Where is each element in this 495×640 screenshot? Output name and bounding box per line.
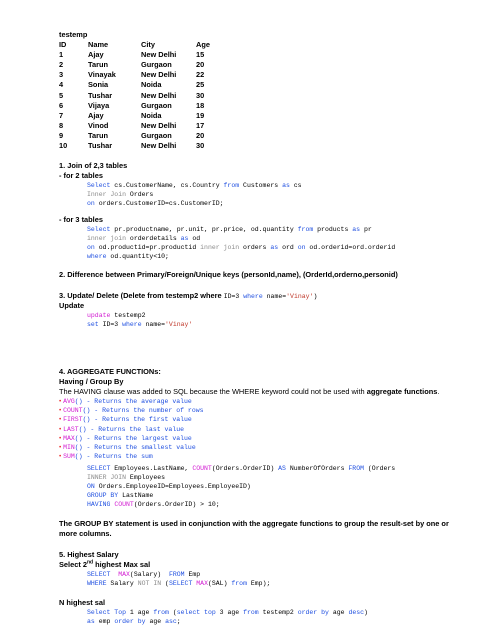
table-cell: Noida [141,110,162,120]
table-cell: Vijaya [88,100,110,110]
table-cell: Tushar [88,141,113,150]
table-cell: 5 [59,90,64,100]
table-cell: Tushar [88,90,113,100]
table-cell: Gurgaon [141,60,172,70]
table-cell: Gurgaon [141,130,172,140]
code-nth-highest-line2: as emp order by age asc; [87,618,181,625]
bullet-icon: • [59,398,64,405]
section-1-sub-2-tables: - for 2 tables [59,171,103,180]
code-join-3-line2: inner join orderdetails as od [87,235,201,242]
function-name: FIRST [63,416,83,424]
function-name: SUM [63,453,75,461]
table-cell: 1 [59,50,64,60]
table-cell: Tarun [88,60,108,70]
bullet-icon: • [59,453,64,461]
table-header-cell: Name [88,40,109,49]
table-header-cell: ID [59,40,67,49]
code-join-3-line4: where od.quantity<10; [87,253,169,260]
section-4-heading: 4. AGGREGATE FUNCTIONs: [59,367,161,376]
function-name: COUNT [63,407,83,415]
code-join-3-line1: Select pr.productname, pr.unit, pr.price, od.quantity from products as pr [87,226,372,233]
function-name: LAST [63,425,79,433]
table-cell: 20 [196,60,205,70]
table-cell: New Delhi [141,70,177,80]
list-item [59,397,204,406]
code-join-2-line1: Select cs.CustomerName, cs.Country from Customers as cs [87,182,302,189]
function-description: () - Returns the sum [74,453,153,461]
code-join-2-line2: Inner Join Orders [87,191,154,198]
section-2-heading: 2. Difference between Primary/Foreign/Unique keys (personId,name), (OrderId,orderno,personid) [59,270,398,279]
table-cell: Gurgaon [141,100,172,110]
having-paragraph: The HAVING clause was added to SQL because the WHERE keyword could not be used with aggregate functions. [59,387,440,396]
code-groupby-line4: GROUP BY LastName [87,492,154,499]
table-cell: Tarun [88,130,108,140]
section-3-heading-sql: ID=3 where name='Vinay') [223,293,318,300]
list-item [59,434,204,443]
code-second-highest-line1: SELECT MAX(Salary) FROM Emp [87,571,201,578]
section-4-sub: Having / Group By [59,377,124,386]
section-3-heading: 3. Update/ Delete (Delete from testemp2 where ID=3 where name='Vinay') [59,291,318,300]
table-cell: Vinod [88,120,109,130]
section-1-heading: 1. Join of 2,3 tables [59,161,128,170]
bullet-icon: • [59,407,64,415]
list-item [59,443,204,452]
table-cell: 18 [196,100,205,110]
code-groupby-line1: SELECT Employees.LastName, COUNT(Orders.OrderID) AS NumberOfOrders FROM (Orders [87,465,396,472]
table-cell: 2 [59,60,64,70]
function-description: () - Returns the smallest value [74,444,196,452]
table-cell: Ajay [88,50,104,60]
table-cell: 17 [196,120,205,130]
table-cell: Sonia [88,80,109,90]
function-description: () - Returns the last value [78,425,185,433]
groupby-note-line1: The GROUP BY statement is used in conjunction with the aggregate functions to group the result-set by one or [59,519,449,528]
function-description: () - Returns the first value [82,416,192,424]
bullet-icon: • [59,416,64,424]
nth-highest-heading: N highest sal [59,598,105,607]
function-description: () - Returns the largest value [74,434,192,442]
table-header-cell: City [141,40,155,49]
table-cell: Ajay [88,110,104,120]
code-nth-highest-line1: Select Top 1 age from (select top 3 age from testemp2 order by age desc) [87,609,368,616]
table-cell: Vinayak [88,70,116,80]
list-item [59,406,204,415]
table-cell: 30 [196,141,205,150]
table-cell: New Delhi [141,90,177,100]
code-join-2-line3: on orders.CustomerID=cs.CustomerID; [87,200,224,207]
table-cell: 8 [59,120,64,130]
groupby-note-line2: more columns. [59,529,112,538]
function-description: () - Returns the average value [74,398,192,405]
table-cell: 25 [196,80,205,90]
section-5-sub: Select 2nd highest Max sal [59,559,151,569]
bullet-icon: • [59,434,64,442]
table-cell: 10 [59,141,68,150]
table-cell: 7 [59,110,64,120]
table-cell: Noida [141,80,162,90]
table-cell: 9 [59,130,64,140]
code-groupby-line5: HAVING COUNT(Orders.OrderID) > 10; [87,501,220,508]
code-join-3-line3: on od.productid=pr.productid inner join orders as ord on od.orderid=ord.orderid [87,244,396,251]
function-description: () - Returns the number of rows [82,407,204,415]
table-cell: New Delhi [141,120,177,130]
table-cell: 20 [196,130,205,140]
function-name: MIN [63,444,75,452]
table-cell: 19 [196,110,205,120]
function-name: AVG [63,398,75,405]
table-cell: New Delhi [141,50,177,60]
section-5-heading: 5. Highest Salary [59,550,119,559]
bullet-icon: • [59,425,64,433]
code-groupby-line3: ON Orders.EmployeeID=Employees.EmployeeID) [87,483,251,490]
function-name: MAX [63,434,75,442]
code-update-line2: set ID=3 where name='Vinay' [87,321,193,328]
table-cell: 30 [196,90,205,100]
table-title: testemp [59,30,88,39]
table-cell: 6 [59,100,64,110]
list-item [59,425,204,434]
list-item [59,452,204,461]
table-cell: 15 [196,50,205,60]
code-groupby-line2: INNER JOIN Employees [87,474,166,481]
bullet-icon: • [59,444,64,452]
table-cell: New Delhi [141,141,177,150]
code-update-line1: update testemp2 [87,312,146,319]
code-second-highest-line2: WHERE Salary NOT IN (SELECT MAX(SAL) from Emp); [87,580,271,587]
aggregate-function-list [59,397,204,461]
table-header-cell: Age [196,40,210,49]
update-label: Update [59,301,85,310]
table-cell: 4 [59,80,64,90]
table-cell: 22 [196,70,205,80]
section-1-sub-3-tables: - for 3 tables [59,215,103,224]
list-item [59,415,204,424]
table-cell: 3 [59,70,64,80]
